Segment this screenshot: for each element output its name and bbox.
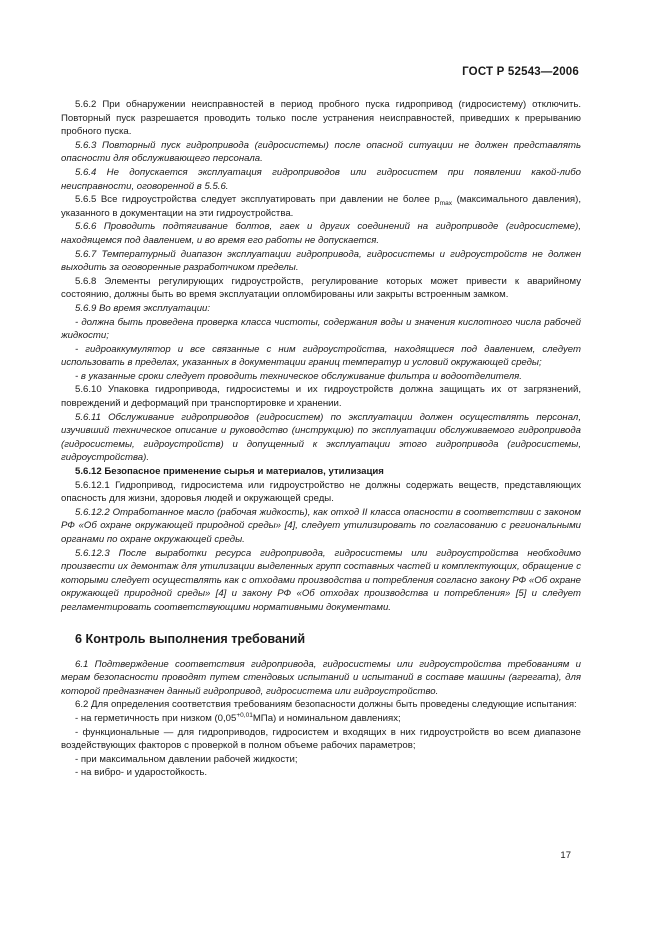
paragraph-5-6-12-1: 5.6.12.1 Гидропривод, гидросистема или гидроустройство не должны содержать веществ, представляющих опасность для жизни, здоровья людей и окружающей среды. — [61, 479, 581, 505]
paragraph-5-6-4: 5.6.4 Не допускается эксплуатация гидроприводов или гидросистем при появлении какой-либо неисправности, оговоренной в 5.5.6. — [61, 166, 581, 192]
pressure-tolerance-superscript: +0,01 — [236, 711, 253, 719]
page-number: 17 — [560, 850, 571, 861]
list-item-5-6-9-b: - гидроаккумулятор и все связанные с ним гидроустройства, находящиеся под давлением, следует использовать в пределах, указанных в документации границ температур и условий окружающей среды; — [61, 343, 581, 369]
subheading-5-6-12: 5.6.12 Безопасное применение сырья и материалов, утилизация — [75, 466, 384, 478]
list-item-6-2-a-end: МПа) и номинальном давлениях; — [252, 712, 401, 724]
paragraph-5-6-8: 5.6.8 Элементы регулирующих гидроустройств, регулирование которых может привести к аварийному состоянию, должны быть во время эксплуатации опломбированы или закрыты встроенным замком. — [61, 275, 581, 301]
document-body — [61, 98, 581, 780]
document-code: ГОСТ Р 52543—2006 — [462, 66, 579, 78]
paragraph-5-6-5-start: 5.6.5 Все гидроустройства следует эксплуатировать при давлении не более p — [75, 194, 440, 206]
paragraph-6-1: 6.1 Подтверждение соответствия гидропривода, гидросистемы или гидроустройства требованиям и мерам безопасности проводят путем стендовых испытаний и испытаний в составе машины (агрегата), для которой предназначен данный гидропривод, гидросистема или гидроустройство. — [61, 658, 581, 697]
pmax-subscript: max — [439, 200, 453, 208]
list-item-5-6-9-a: - должна быть проведена проверка класса чистоты, содержания воды и значения кислотного числа рабочей жидкости; — [61, 316, 581, 342]
list-item-6-2-a — [61, 712, 581, 726]
paragraph-5-6-12-2: 5.6.12.2 Отработанное масло (рабочая жидкость), как отход II класса опасности в соответствии с законом РФ «Об охране окружающей природной среды» [4], следует утилизировать по согласованию с региональными органами по охране окружающей среды. — [61, 506, 581, 545]
list-item-6-2-d: - на вибро- и ударостойкость. — [75, 767, 208, 779]
paragraph-5-6-9: 5.6.9 Во время эксплуатации: — [75, 302, 211, 314]
paragraph-5-6-3: 5.6.3 Повторный пуск гидропривода (гидросистемы) после опасной ситуации не должен представлять опасности для обслуживающего персонала. — [61, 139, 581, 165]
list-item-6-2-a-start: - на герметичность при низком (0,05 — [75, 712, 237, 724]
section-6-heading: 6 Контроль выполнения требований — [75, 631, 306, 646]
paragraph-5-6-10: 5.6.10 Упаковка гидропривода, гидросистемы и их гидроустройств должна защищать их от загрязнений, повреждений и деформаций при транспортировке и хранении. — [61, 384, 581, 410]
paragraph-5-6-7: 5.6.7 Температурный диапазон эксплуатации гидропривода, гидросистемы и гидроустройств не должен выходить за оговоренные разработчиком пределы. — [61, 248, 581, 274]
paragraph-5-6-11: 5.6.11 Обслуживание гидроприводов (гидросистем) по эксплуатации должен осуществлять персонал, изучивший техническое описание и руководство (инструкцию) по эксплуатации обслуживаемого гидропривода (гидросистемы, гидроустройств) и допущенный к эксплуатации этого гидропривода (гидросистемы, гидроустройства). — [61, 411, 581, 464]
paragraph-5-6-5-end: (максимального давления), указанного в документации на эти гидроустройства. — [61, 194, 581, 219]
list-item-6-2-c: - при максимальном давлении рабочей жидкости; — [75, 753, 298, 765]
list-item-5-6-9-c: - в указанные сроки следует проводить техническое обслуживание фильтра и водоотделителя. — [75, 370, 522, 382]
paragraph-5-6-6: 5.6.6 Проводить подтягивание болтов, гаек и других соединений на гидроприводе (гидросистеме), находящемся под давлением, и во время его работы не допускается. — [61, 221, 581, 246]
paragraph-6-2: 6.2 Для определения соответствия требованиям безопасности должны быть проведены следующие испытания: — [75, 699, 577, 711]
paragraph-5-6-12-3: 5.6.12.3 После выработки ресурса гидропривода, гидросистемы или гидроустройства необходимо произвести их демонтаж для утилизации выделенных групп составных частей и комплектующих, обращение с которыми следует осуществлять как с отходами производства и потребления согласно закону РФ «Об охране окружающей природной среды» [4] и закону РФ «Об отходах производства и потребления» [5] и следует регламентировать соответствующими нормативными документами. — [61, 547, 581, 613]
paragraph-5-6-5 — [61, 193, 581, 220]
paragraph-5-6-2: 5.6.2 При обнаружении неисправностей в период пробного пуска гидропривод (гидросистему) отключить. Повторный пуск разрешается проводить только после устранения неисправностей, приведших к прерыванию пробного пуска. — [61, 99, 581, 138]
list-item-6-2-b: - функциональные — для гидроприводов, гидросистем и входящих в них гидроустройств во всем диапазоне воздействующих факторов с проверкой в полном объеме рабочих параметров; — [61, 726, 581, 752]
